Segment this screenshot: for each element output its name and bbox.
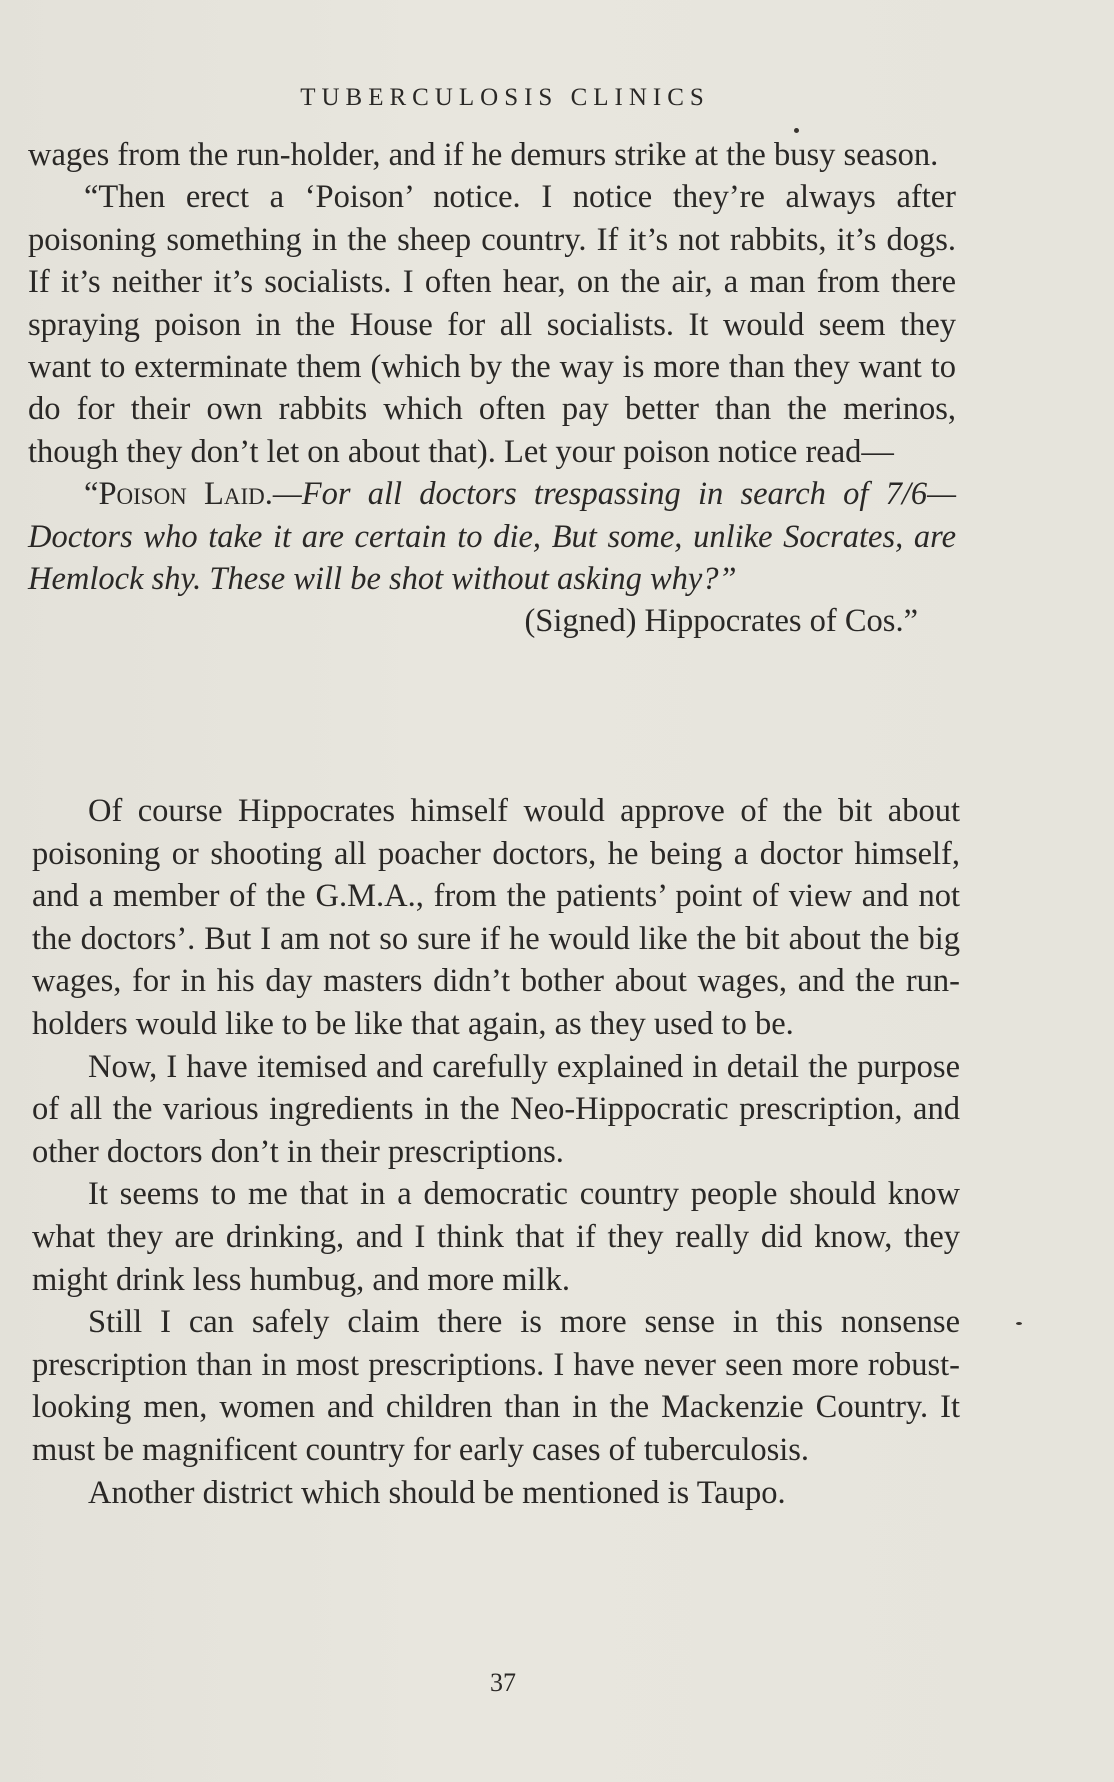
notice-open-quote: “ — [84, 476, 99, 513]
page-number: 37 — [490, 1668, 516, 1697]
notice-signature: (Signed) Hippocrates of Cos.” — [524, 603, 918, 640]
paragraph: Now, I have itemised and carefully explained in detail the purpose of all the various ingredients in the Neo-Hippocratic prescription, and other doctors don’t in their prescriptions. — [32, 1048, 960, 1170]
notice-text: —For all doctors trespassing in search of 7/6—Doctors who take it are certain to die, But some, unlike Socrates, are Hemlock shy. These will be shot without asking why?” — [28, 476, 956, 598]
paragraph: wages from the run-holder, and if he demurs strike at the busy season. — [28, 137, 939, 173]
notice-label: Poison Laid. — [98, 476, 273, 513]
running-header: TUBERCULOSIS CLINICS — [300, 84, 710, 111]
paragraph: Still I can safely claim there is more sense in this nonsense prescription than in most prescriptions. I have never seen more robust-looking men, women and children than in the Mackenzie Country. It must be magnificent country for early cases of tuberculosis. — [32, 1304, 960, 1468]
paragraph: It seems to me that in a democratic country people should know what they are drinking, and I think that if they really did know, they might drink less humbug, and more milk. — [32, 1176, 960, 1298]
paragraph: Of course Hippocrates himself would approve of the bit about poisoning or shooting all poacher doctors, he being a doctor himself, and a member of the G.M.A., from the patients’ point of view and not the doctors’. But I am not so sure if he would like the bit about the big wages, for in his day masters didn’t bother about wages, and the run-holders would like to be like that again, as they used to be. — [32, 793, 960, 1042]
paragraph: “Then erect a ‘Poison’ notice. I notice they’re always after poisoning something in the sheep country. If it’s not rabbits, it’s dogs. If it’s neither it’s socialists. I often hear, on the air, a man from there spraying poison in the House for all socialists. It would seem they want to exterminate them (which by the way is more than they want to do for their own rabbits which often pay better than the merinos, though they don’t let on about that). Let your poison notice read— — [28, 179, 956, 470]
ink-speck — [794, 128, 799, 133]
ink-speck — [1016, 1322, 1022, 1325]
body-text-bottom — [32, 790, 960, 1514]
poison-notice — [28, 473, 956, 600]
paragraph: Another district which should be mentioned is Taupo. — [88, 1474, 786, 1511]
body-text-top — [28, 134, 956, 657]
